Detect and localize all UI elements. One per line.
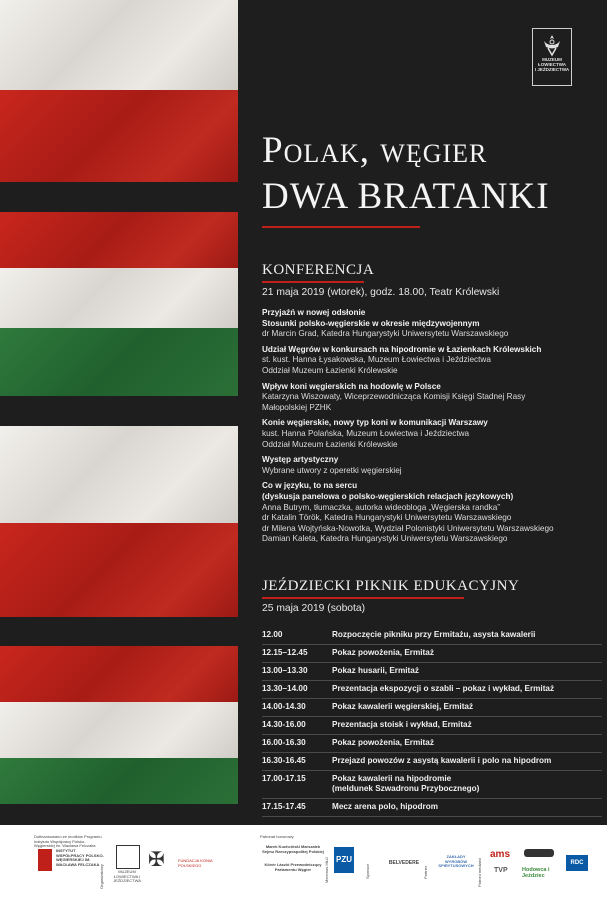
museum-logo (532, 28, 572, 86)
conference-item-subtitle: Stosunki polsko-węgierskie w okresie międzywojennym (262, 318, 480, 328)
hungarian-flag-white (0, 702, 238, 758)
conference-item-title: Udział Węgrów w konkursach na hipodromie w Łazienkach Królewskich (262, 344, 542, 354)
schedule-row (262, 799, 602, 817)
tvp-logo: TVP (494, 867, 508, 874)
poster-title (262, 128, 582, 220)
conference-item (262, 418, 602, 450)
schedule-row (262, 735, 602, 753)
conference-item-speaker: dr Katalin Török, Katedra Hungarystyki Uniwersytetu Warszawskiego (262, 513, 512, 523)
polish-flag-white (0, 426, 238, 523)
picnic-heading: JEŹDZIECKI PIKNIK EDUKACYJNY (262, 578, 520, 594)
schedule-event-text: Pokaz kawalerii na hipodromie (332, 774, 452, 783)
schedule-time: 16.30-16.45 (262, 756, 306, 765)
partner2-label: Partner (423, 865, 428, 879)
schedule-event-text: Pokaz kawalerii węgierskiej, Ermitaż (332, 702, 474, 711)
title-line-2: DWA BRATANKI (262, 176, 550, 217)
polish-flag-red (0, 523, 238, 617)
schedule-event (332, 648, 602, 658)
schedule-row (262, 645, 602, 663)
patron-2: Kövér László Przewodniczący Parlamentu Węgier (264, 862, 322, 872)
museum-sponsor-logo (116, 845, 140, 869)
schedule-event (332, 684, 602, 694)
schedule-event-text: Przejazd powozów z asystą kawalerii i polo na hipodrom (332, 756, 552, 765)
picnic-schedule (262, 627, 602, 817)
conference-item-speaker: Damian Kaleta, Katedra Hungarystyki Uniwersytetu Warszawskiego (262, 534, 508, 544)
schedule-time: 13.00–13.30 (262, 666, 308, 675)
conference-item-speaker: Oddział Muzeum Łazienki Królewskie (262, 365, 398, 375)
schedule-event-text: Mecz arena polo, hipodrom (332, 802, 438, 811)
conference-item-speaker: Wybrane utwory z operetki węgierskiej (262, 465, 402, 475)
hungarian-flag-green (0, 758, 238, 804)
schedule-time: 14.00-14.30 (262, 702, 306, 711)
sponsor-label: Sponsor (365, 864, 370, 879)
conference-item-speaker: Katarzyna Wiszowaty, Wiceprzewodnicząca Komisji Księgi Stadnej Rasy (262, 392, 526, 402)
schedule-time: 13.30–14.00 (262, 684, 308, 693)
schedule-event-note: (meldunek Szwadronu Przybocznego) (332, 784, 480, 793)
schedule-event (332, 702, 602, 712)
funding-note: Dofinansowano ze środków Programu Instytutu Współpracy Polsko-Węgierskiej im. Wacława Felczaka (34, 834, 102, 849)
schedule-row (262, 717, 602, 735)
org-museum-name: MUZEUM ŁOWIECTWA I JEŹDZIECTWA (113, 869, 141, 884)
schedule-event-text: Prezentacja ekspozycji o szabli – pokaz i wykład, Ermitaż (332, 684, 555, 693)
conference-item-speaker: dr Marcin Grad, Katedra Hungarystyki Uniwersytetu Warszawskiego (262, 329, 509, 339)
schedule-time: 16.00-16.30 (262, 738, 306, 747)
partner-label: Mecenas MŁiJ (324, 857, 329, 883)
sponsor-footer (0, 825, 607, 900)
conference-item-title: Występ artystyczny (262, 455, 339, 465)
conference-item-speaker: kust. Hanna Polańska, Muzeum Łowiectwa i Jeździectwa (262, 428, 470, 438)
cross-emblem-icon: ✠ (148, 849, 165, 871)
organizers-label: Organizatorzy (99, 864, 104, 889)
conference-item-speaker: st. kust. Hanna Łysakowska, Muzeum Łowiectwa i Jeździectwa (262, 355, 491, 365)
conference-item-title: Konie węgierskie, nowy typ koni w komunikacji Warszawy (262, 418, 488, 428)
conference-item (262, 345, 602, 377)
schedule-event-text: Pokaz powożenia, Ermitaż (332, 648, 434, 657)
schedule-event (332, 720, 602, 730)
ams-logo: ams (490, 849, 511, 860)
partner2-logo: ZAKŁADY WYROBÓW SPIRYTUSOWYCH (438, 854, 474, 869)
media-label: Patroni medialni (477, 858, 482, 887)
conference-item-title: Wpływ koni węgierskich na hodowlę w Polsce (262, 381, 441, 391)
picnic-date: 25 maja 2019 (sobota) (262, 603, 366, 614)
conference-item-title: Co w języku, to na sercu (262, 481, 358, 491)
conference-item-subtitle: (dyskusja panelowa o polsko-węgierskich relacjach językowych) (262, 491, 514, 501)
schedule-time: 12.15–12.45 (262, 648, 308, 657)
conference-program (262, 308, 602, 550)
schedule-row (262, 627, 602, 645)
conference-item (262, 481, 602, 545)
schedule-time: 14.30-16.00 (262, 720, 306, 729)
title-line-1: Polak, węgier (262, 130, 488, 171)
schedule-row (262, 663, 602, 681)
museum-logo-line1: MUZEUM (542, 57, 562, 62)
schedule-time: 17.15-17.45 (262, 802, 306, 811)
schedule-event-text: Prezentacja stoisk i wykład, Ermitaż (332, 720, 472, 729)
conference-item (262, 455, 602, 476)
schedule-row (262, 753, 602, 771)
museum-crest-icon (541, 33, 563, 57)
schedule-event (332, 774, 602, 794)
schedule-time: 17.00-17.15 (262, 774, 306, 783)
conference-item (262, 308, 602, 340)
patronage-label: Patronat honorowy (260, 834, 294, 839)
schedule-event (332, 738, 602, 748)
conference-item-speaker: Małopolskiej PZHK (262, 402, 332, 412)
conference-item-speaker: Anna Butrym, tłumaczka, autorka wideobloga „Węgierska randka” (262, 502, 501, 512)
belvedere-logo: BELVEDERE (388, 860, 420, 866)
hungarian-flag-green (0, 328, 238, 396)
museum-logo-line3: I JEŹDZIECTWA (534, 67, 570, 72)
title-divider (262, 226, 420, 228)
museum-logo-line2: ŁOWIECTWA (538, 62, 566, 67)
picnic-heading-underline (262, 597, 464, 599)
schedule-row (262, 699, 602, 717)
schedule-event (332, 756, 602, 766)
institute-logo (38, 849, 52, 871)
polish-flag-white (0, 0, 238, 90)
patron-1: Marek Kuchciński Marszałek Sejmu Rzeczypospolitej Polskiej (262, 844, 324, 854)
schedule-event-text: Pokaz husarii, Ermitaż (332, 666, 419, 675)
schedule-row (262, 681, 602, 699)
conference-item-title: Przyjaźń w nowej odsłonie (262, 308, 366, 317)
institute-name: INSTYTUT WSPÓŁPRACY POLSKO-WĘGIERSKIEJ IM. WACŁAWA FELCZAKA (56, 848, 104, 867)
org-fundacja: FUNDACJA KONIA POLSKIEGO (178, 858, 213, 868)
rdc-logo: RDC (566, 855, 588, 871)
polish-flag-red (0, 90, 238, 182)
conference-heading-underline (262, 281, 364, 283)
schedule-event-text: Pokaz powożenia, Ermitaż (332, 738, 434, 747)
schedule-event (332, 802, 602, 812)
pzu-logo: PZU (334, 847, 354, 873)
schedule-event (332, 630, 602, 640)
hodowca-logo: Hodowca i Jeździec (522, 867, 550, 879)
hungarian-flag-red (0, 646, 238, 702)
conference-date: 21 maja 2019 (wtorek), godz. 18.00, Teatr Królewski (262, 287, 500, 298)
horse-silhouette-icon (524, 849, 554, 857)
conference-heading: KONFERENCJA (262, 262, 375, 278)
conference-item (262, 382, 602, 414)
schedule-event-text: Rozpoczęcie pikniku przy Ermitażu, asysta kawalerii (332, 630, 536, 639)
schedule-row (262, 771, 602, 799)
schedule-time: 12.00 (262, 630, 283, 639)
hungarian-flag-red (0, 212, 238, 268)
conference-item-speaker: dr Milena Wojtyńska-Nowotka, Wydział Polonistyki Uniwersytetu Warszawskiego (262, 523, 554, 533)
flag-column (0, 0, 238, 825)
hungarian-flag-white (0, 268, 238, 328)
schedule-event (332, 666, 602, 676)
conference-item-speaker: Oddział Muzeum Łazienki Królewskie (262, 439, 398, 449)
